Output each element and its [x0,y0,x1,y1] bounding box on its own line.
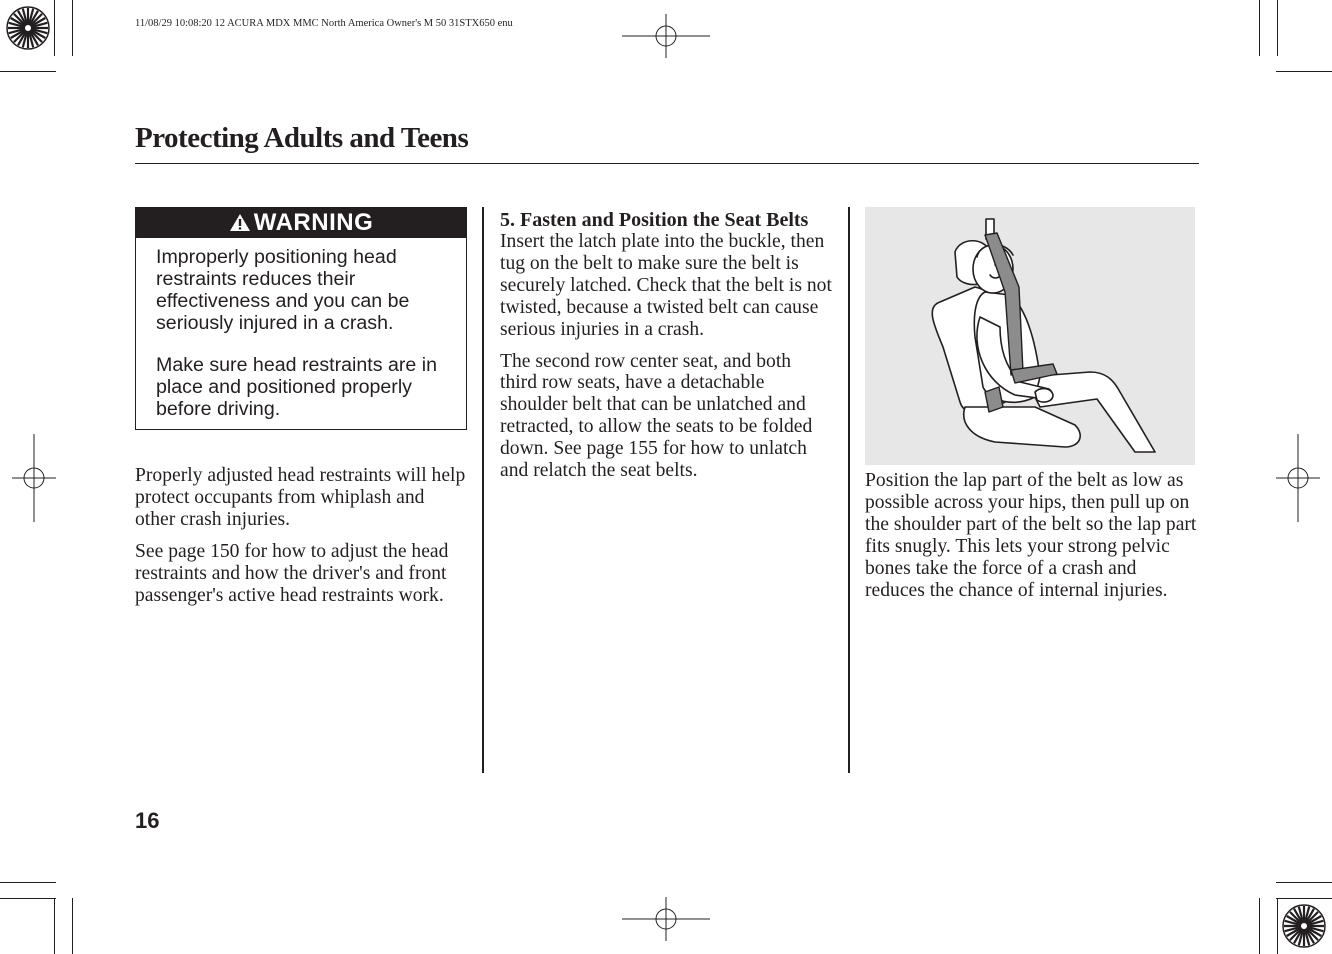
column-left [135,207,469,616]
crop-mark [0,882,56,883]
body-paragraph: The second row center seat, and both third row seats, have a detachable shoulder belt that can be unlatched and retracted, to allow the seats to be folded down. See page 155 for how to unlatch and relatch the seat belts. [500,350,813,482]
title-divider [135,163,1199,164]
column-middle [500,207,832,492]
crop-mark [1259,898,1260,954]
crop-mark [72,0,73,56]
warning-body [136,238,466,429]
crosshair-registration-mark [622,897,710,941]
crop-mark [72,898,73,954]
crop-mark [1276,882,1332,883]
body-paragraph: See page 150 for how to adjust the head restraints and how the driver's and front passenger's active head restraints work. [135,540,449,606]
column-right [865,207,1201,611]
column-divider [482,207,484,773]
crosshair-registration-mark [12,434,56,522]
seated-person-seatbelt-icon [865,207,1195,465]
body-paragraph: Insert the latch plate into the buckle, then tug on the belt to make sure the belt is securely latched. Check that the belt is not twisted, because a twisted belt can cause serious injuries in a crash. [500,231,832,340]
starburst-registration-mark [6,6,50,50]
warning-triangle-icon [229,213,251,232]
warning-text: Improperly positioning head restraints reduces their effectiveness and you can be seriously injured in a crash. [156,246,410,334]
starburst-registration-mark [1282,904,1326,948]
warning-label: WARNING [253,209,374,236]
warning-text: Make sure head restraints are in place and positioned properly before driving. [156,354,437,420]
crop-mark [1277,898,1278,954]
crop-mark [1276,898,1332,899]
print-job-info: 11/08/29 10:08:20 12 ACURA MDX MMC North America Owner's M 50 31STX650 enu [135,18,513,29]
page-number: 16 [135,808,160,833]
warning-box [135,207,467,430]
crop-mark [0,898,56,899]
crosshair-registration-mark [1276,434,1320,522]
crop-mark [54,898,55,954]
crop-mark [0,71,56,72]
crop-mark [1259,0,1260,56]
body-paragraph: Position the lap part of the belt as low as possible across your hips, then pull up on the shoulder part of the belt so the lap part fits snugly. This lets your strong pelvic bones take the force of a crash and reduces the chance of internal injuries. [865,470,1197,601]
step-heading: 5. Fasten and Position the Seat Belts [500,209,809,231]
seat-belt-illustration [865,207,1195,465]
warning-header [136,208,466,238]
body-paragraph: Properly adjusted head restraints will help protect occupants from whiplash and other crash injuries. [135,465,466,530]
crop-mark [54,0,55,56]
crop-mark [1276,71,1332,72]
crop-mark [1277,0,1278,56]
crosshair-registration-mark [622,14,710,58]
page-title: Protecting Adults and Teens [135,122,469,154]
column-divider [848,207,850,773]
